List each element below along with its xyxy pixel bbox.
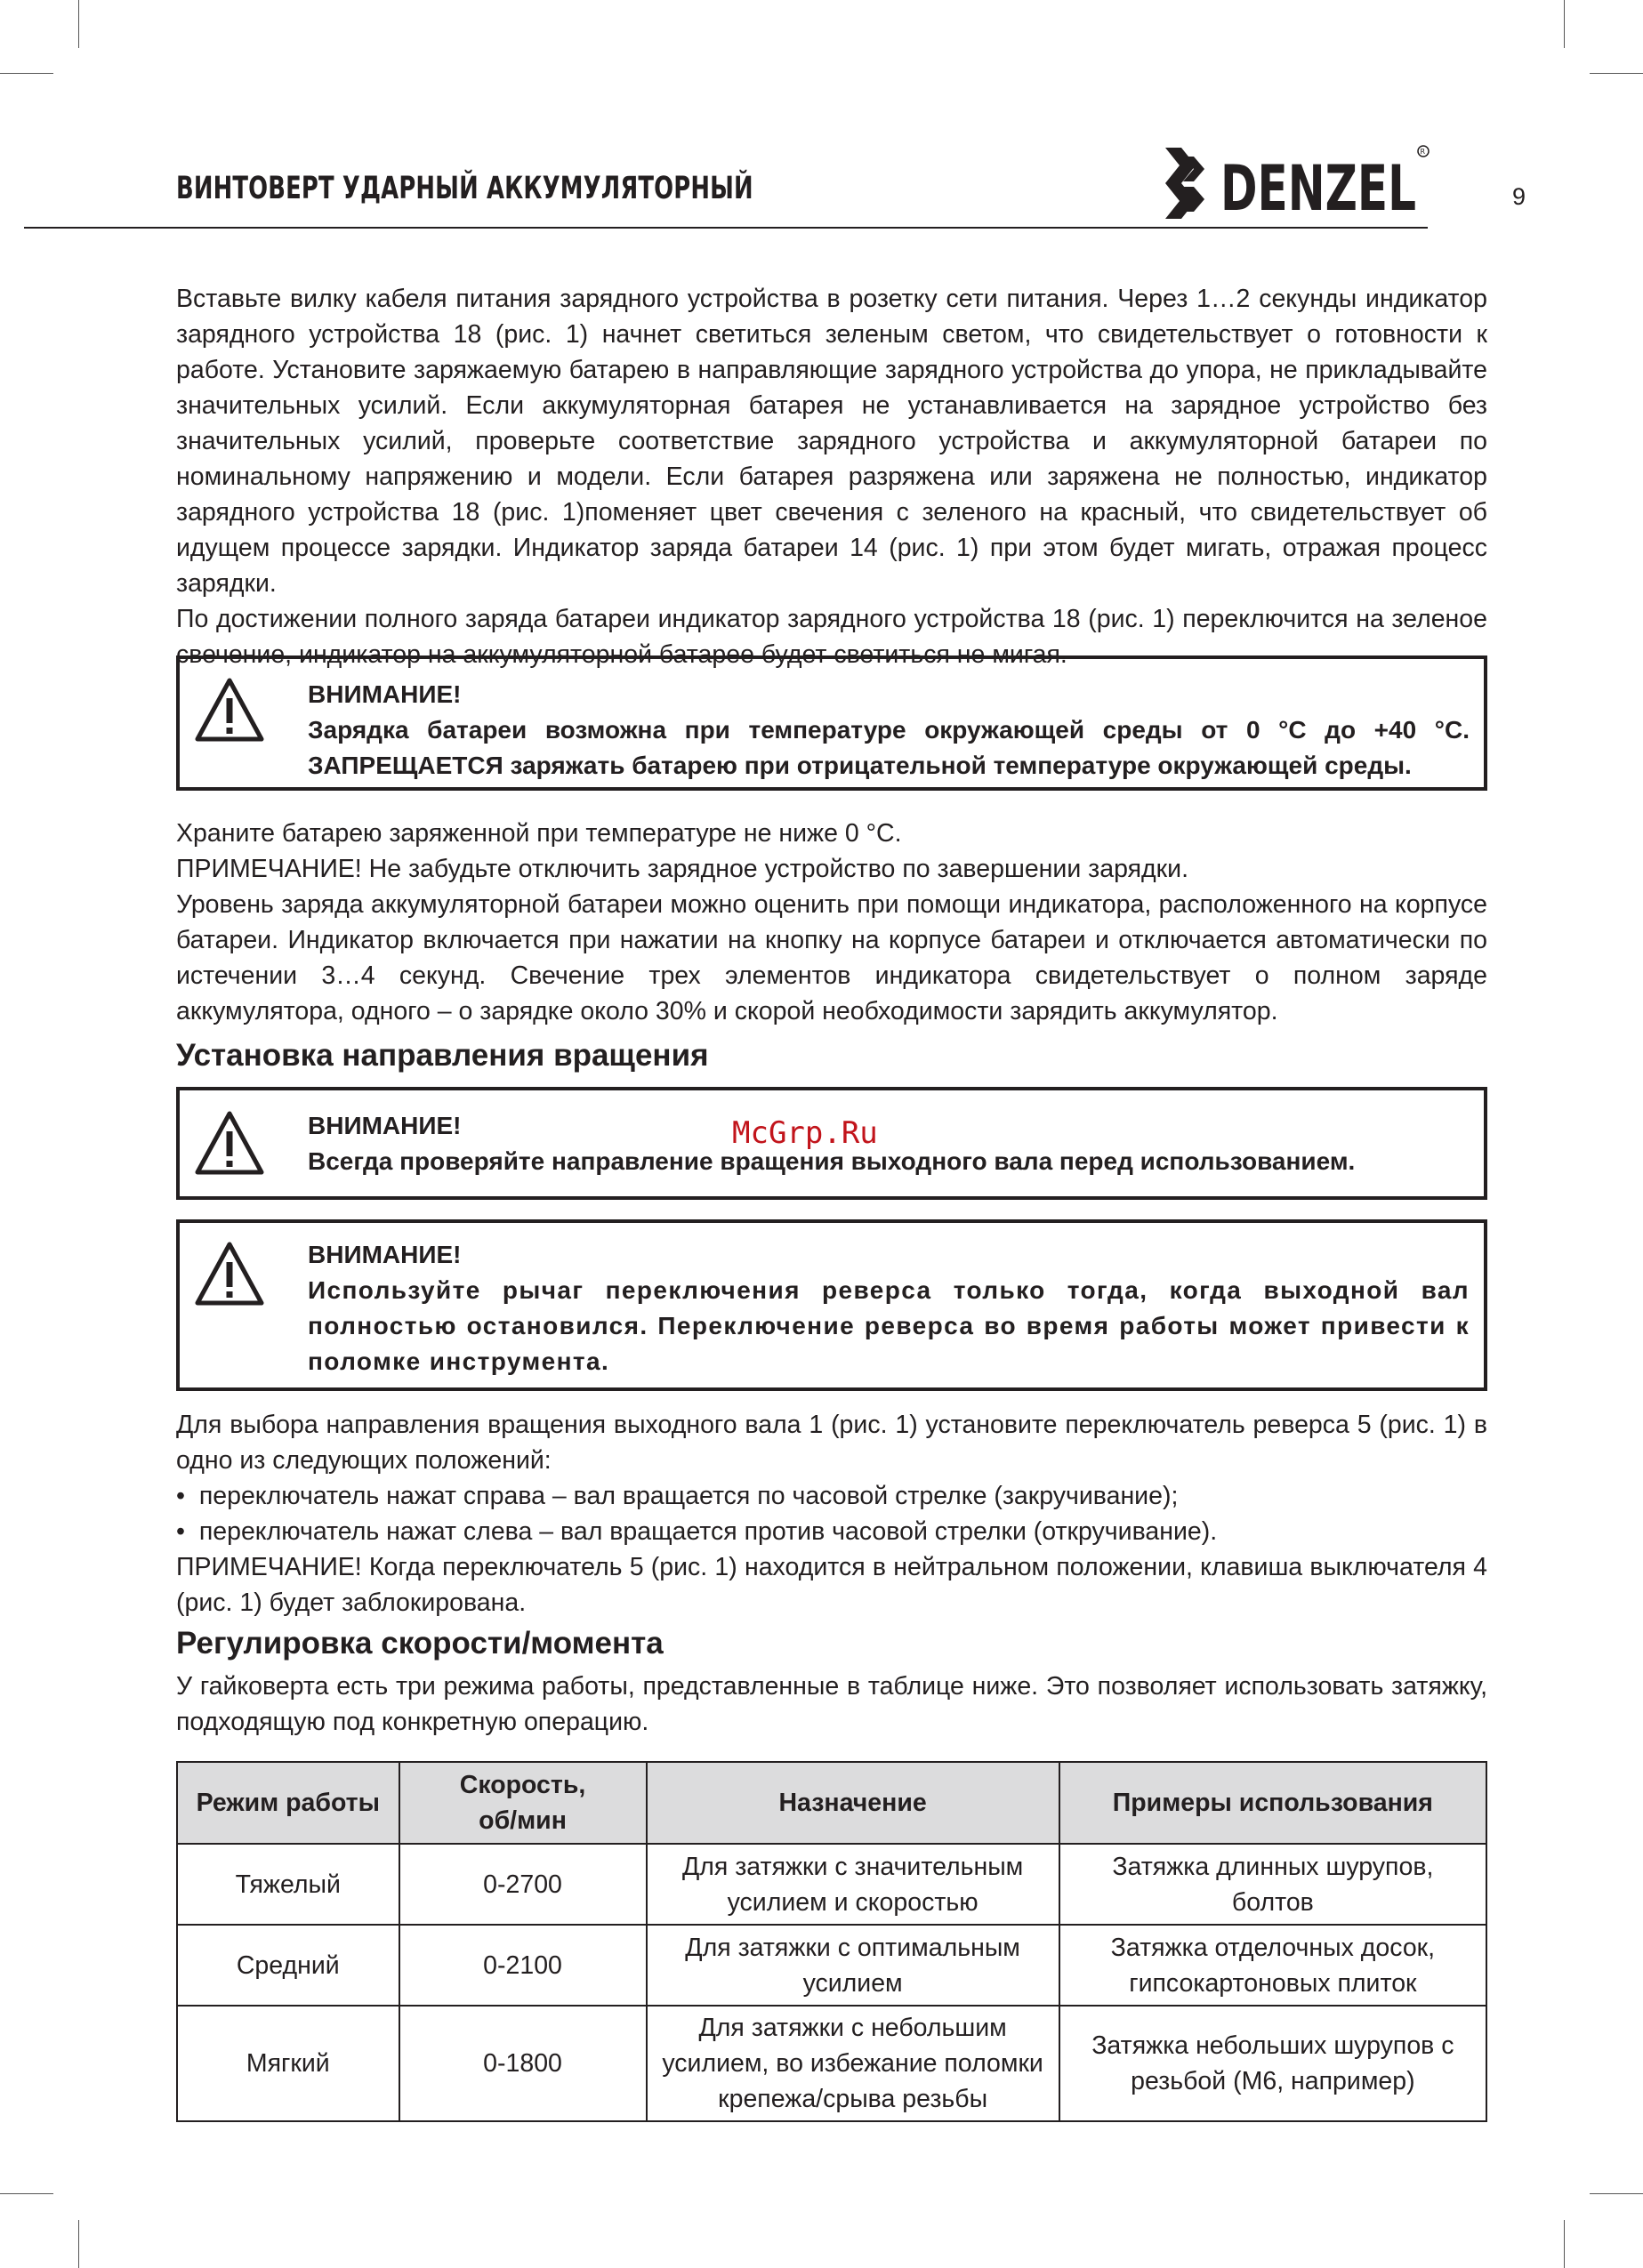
storage-note: ПРИМЕЧАНИЕ! Не забудьте отключить зарядное устройство по завершении зарядки.	[176, 855, 1188, 883]
warning-triangle-icon	[194, 1241, 265, 1308]
page-header-title: ВИНТОВЕРТ УДАРНЫЙ АККУМУЛЯТОРНЫЙ	[176, 171, 753, 206]
section-heading-speed: Регулировка скорости/момента	[176, 1626, 664, 1661]
crop-mark	[0, 73, 53, 74]
storage-paragraph-1: Храните батарею заряженной при температуре не ниже 0 °С.	[176, 819, 902, 848]
intro-paragraph-2: По достижении полного заряда батареи индикатор зарядного устройства 18 (рис. 1) переключится на зеленое свечение, индикатор на аккумуляторной батарее будет светиться не мигая.	[176, 605, 1487, 669]
modes-table	[176, 1761, 1487, 2122]
table-cell: Средний	[177, 1925, 399, 2006]
bullet-text: переключатель нажат слева – вал вращается против часовой стрелки (откручивание).	[198, 1517, 1218, 1546]
warning-body: Используйте рычаг переключения реверса только тогда, когда выходной вал полностью остановился. Переключение реверса во время работы может привести к поломке инструмента.	[308, 1276, 1470, 1375]
crop-mark	[78, 0, 79, 48]
logo-wordmark: DENZEL	[1220, 152, 1416, 224]
warning-body: Всегда проверяйте направление вращения выходного вала перед использованием.	[308, 1147, 1356, 1175]
speed-section	[176, 1624, 1487, 1740]
table-cell: Тяжелый	[177, 1844, 399, 1925]
warning-text-rotation-check	[308, 1108, 1470, 1179]
bullet-icon: •	[176, 1482, 199, 1510]
bullet-text: переключатель нажат справа – вал вращается по часовой стрелке (закручивание);	[198, 1482, 1179, 1510]
storage-paragraph-2: Уровень заряда аккумуляторной батареи можно оценить при помощи индикатора, расположенного на корпусе батареи. Индикатор включается при нажатии на кнопку на корпусе батареи и отключается автоматически по истечении 3…4 секунд. Свечение трех элементов индикатора свидетельствует о полном заряде аккумулятора, одного – о зарядке около 30% и скорой необходимости зарядить аккумулятор.	[176, 890, 1487, 1025]
speed-paragraph: У гайковерта есть три режима работы, представленные в таблице ниже. Это позволяет использовать затяжку, подходящую под конкретную операцию.	[176, 1672, 1487, 1736]
section-heading-rotation-wrap	[176, 1036, 1487, 1075]
crop-mark	[0, 2193, 53, 2194]
list-item	[176, 1478, 1487, 1514]
rotation-instructions	[176, 1407, 1487, 1621]
table-header-row	[177, 1762, 1486, 1844]
denzel-logo	[1164, 142, 1430, 224]
rotation-paragraph: Для выбора направления вращения выходного вала 1 (рис. 1) установите переключатель реверса 5 (рис. 1) в одно из следующих положений:	[176, 1411, 1487, 1475]
warning-text-reverse	[308, 1237, 1470, 1379]
table-cell: Затяжка длинных шурупов, болтов	[1059, 1844, 1486, 1925]
rotation-note: ПРИМЕЧАНИЕ! Когда переключатель 5 (рис. 1) находится в нейтральном положении, клавиша выключателя 4 (рис. 1) будет заблокирована.	[176, 1553, 1487, 1617]
bullet-icon: •	[176, 1517, 199, 1546]
intro-paragraph-1: Вставьте вилку кабеля питания зарядного устройства в розетку сети питания. Через 1…2 секунды индикатор зарядного устройства 18 (рис. 1) начнет светиться зеленым светом, что свидетельствует о готовности к работе. Установите заряжаемую батарею в направляющие зарядного устройства до упора, не прикладывайте значительных усилий. Если аккумуляторная батарея не устанавливается на зарядное устройство без значительных усилий, проверьте соответствие зарядного устройства и аккумуляторной батареи по номинальному напряжению и модели. Если батарея разряжена или заряжена не полностью, индикатор зарядного устройства 18 (рис. 1)поменяет цвет свечения с зеленого на красный, что свидетельствует об идущем процессе зарядки. Индикатор заряда батареи 14 (рис. 1) при этом будет мигать, отражая процесс зарядки.	[176, 285, 1487, 598]
table-row	[177, 2006, 1486, 2121]
list-item	[176, 1514, 1487, 1549]
warning-body: Зарядка батареи возможна при температуре окружающей среды от 0 °С до +40 °С. ЗАПРЕЩАЕТСЯ заряжать батарею при отрицательной температуре окружающей среды.	[308, 716, 1470, 779]
logo-mark-icon	[1165, 148, 1204, 219]
warning-box-reverse	[176, 1219, 1487, 1391]
page-number: 9	[1512, 183, 1526, 210]
intro-section	[176, 281, 1487, 672]
table-cell: 0-2700	[399, 1844, 647, 1925]
table-cell: Мягкий	[177, 2006, 399, 2121]
warning-box-charging	[176, 655, 1487, 791]
section-heading-rotation: Установка направления вращения	[176, 1038, 709, 1073]
svg-text:R: R	[1420, 148, 1426, 156]
table-row	[177, 1925, 1486, 2006]
table-cell: Для затяжки с оптимальным усилием	[647, 1925, 1059, 2006]
warning-title: ВНИМАНИЕ!	[308, 1112, 462, 1139]
crop-mark	[1564, 0, 1565, 48]
crop-mark	[1564, 2220, 1565, 2268]
warning-triangle-icon	[194, 1110, 265, 1178]
storage-section	[176, 816, 1487, 1029]
crop-mark	[1590, 73, 1643, 74]
warning-title: ВНИМАНИЕ!	[308, 680, 462, 708]
table-header-cell: Назначение	[647, 1762, 1059, 1844]
warning-triangle-icon	[194, 677, 265, 744]
table-header-cell: Режим работы	[177, 1762, 399, 1844]
table-cell: 0-2100	[399, 1925, 647, 2006]
table-row	[177, 1844, 1486, 1925]
crop-mark	[78, 2220, 79, 2268]
table-cell: Для затяжки с небольшим усилием, во избежание поломки крепежа/срыва резьбы	[647, 2006, 1059, 2121]
warning-title: ВНИМАНИЕ!	[308, 1241, 462, 1268]
table-header-cell: Примеры использования	[1059, 1762, 1486, 1844]
warning-text-charging	[308, 677, 1470, 784]
header-divider	[24, 227, 1428, 229]
watermark: McGrp.Ru	[732, 1115, 878, 1151]
table-cell: 0-1800	[399, 2006, 647, 2121]
table-cell: Затяжка отделочных досок, гипсокартоновых плиток	[1059, 1925, 1486, 2006]
table-cell: Для затяжки с значительным усилием и скоростью	[647, 1844, 1059, 1925]
table-header-cell: Скорость, об/мин	[399, 1762, 647, 1844]
table-cell: Затяжка небольших шурупов с резьбой (М6, например)	[1059, 2006, 1486, 2121]
crop-mark	[1590, 2193, 1643, 2194]
